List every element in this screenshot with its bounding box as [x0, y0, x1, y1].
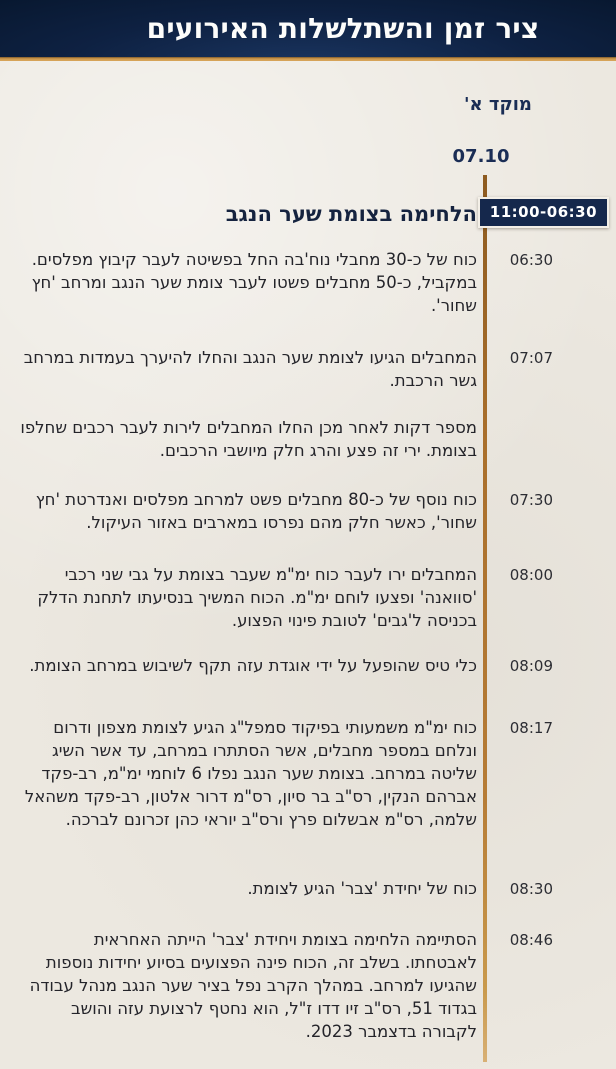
timeline-entry: כוח נוסף של כ-80 מחבלים פשט למרחב מפלסים ואנדרטת 'חץ שחור', כאשר חלק מהם נפרסו במארבים באזור העיקול. [35, 490, 477, 532]
timeline-entry: הסתיימה הלחימה בצומת ויחידת 'צבר' הייתה האחראית לאבטחתו. בשלב זה, הכוח פינה הפצועים בסיוע יחידות נוספות שהגיעו למרחב. במהלך הקרב נפל בציר שער הנגב מנהל עבודה בגדוד 51, רס"ב זיו דדו ז"ל, הוא נחטף לרצועת עזה והושב לקבורה בדצמבר 2023. [29, 930, 477, 1041]
timeline-time: 08:17 [509, 719, 553, 737]
time-range-badge: 11:00-06:30 [478, 197, 609, 228]
timeline-time: 08:00 [509, 566, 553, 584]
timeline-entry: כוח של יחידת 'צבר' הגיע לצומת. [247, 879, 477, 898]
timeline-entry: כוח של כ-30 מחבלי נוח'בה החל בפשיטה לעבר קיבוץ מפלסים. במקביל, כ-50 מחבלים פשטו לעבר צומת שער הנגב ומרחב 'חץ שחור'. [31, 250, 477, 315]
timeline-time: 06:30 [509, 251, 553, 269]
timeline-time: 08:30 [509, 880, 553, 898]
timeline-entry: כוח ימ"מ משמעותי בפיקוד סמפל"ג הגיע לצומת מצפון ודרום ונלחם במספר מחבלים, אשר הסתתרו במרחב, עד אשר השיג שליטה במרחב. בצומת שער הנגב נפלו 6 לוחמי ימ"מ, רב-פקד אברהם הנקין, רס"ב בר סיון, רס"מ דרור אלטון, רב-פקד משהאל שלמה, רס"מ אבשלום פרץ ורס"ב יוראי כהן זכרונם לברכה. [24, 718, 477, 829]
header-band [0, 0, 616, 57]
hub-label: מוקד א' [464, 94, 532, 115]
timeline-time: 07:07 [509, 349, 553, 367]
timeline-entry: המחבלים ירו לעבר כוח ימ"מ שעבר בצומת על גבי שני רכבי 'סוואנה' ופצעו לוחם ימ"מ. הכוח המשיך בנסיעתו לתחנת הדלק בכניסה ל'גבים' לטובת פינוי הפצוע. [37, 565, 477, 630]
timeline-entry: כלי טיס שהופעל על ידי אוגדת עזה תקף לשיבוש במרחב הצומת. [29, 656, 477, 675]
timeline-time: 08:09 [509, 657, 553, 675]
timeline-entry: מספר דקות לאחר מכן החלו המחבלים לירות לעבר רכבים שחלפו בצומת. ירי זה פצע והרג חלק מיושבי הרכבים. [20, 418, 477, 460]
timeline-time: 08:46 [509, 931, 553, 949]
event-title: הלחימה בצומת שער הנגב [225, 202, 477, 226]
header-gold-rule [0, 57, 616, 61]
timeline-rail [483, 175, 487, 1062]
page-title: ציר זמן והשתלשלות האירועים [146, 12, 540, 45]
date-label: 07.10 [452, 146, 510, 167]
timeline-time: 07:30 [509, 491, 553, 509]
timeline-entry: המחבלים הגיעו לצומת שער הנגב והחלו להיערך בעמדות במרחב גשר הרכבת. [23, 348, 477, 390]
